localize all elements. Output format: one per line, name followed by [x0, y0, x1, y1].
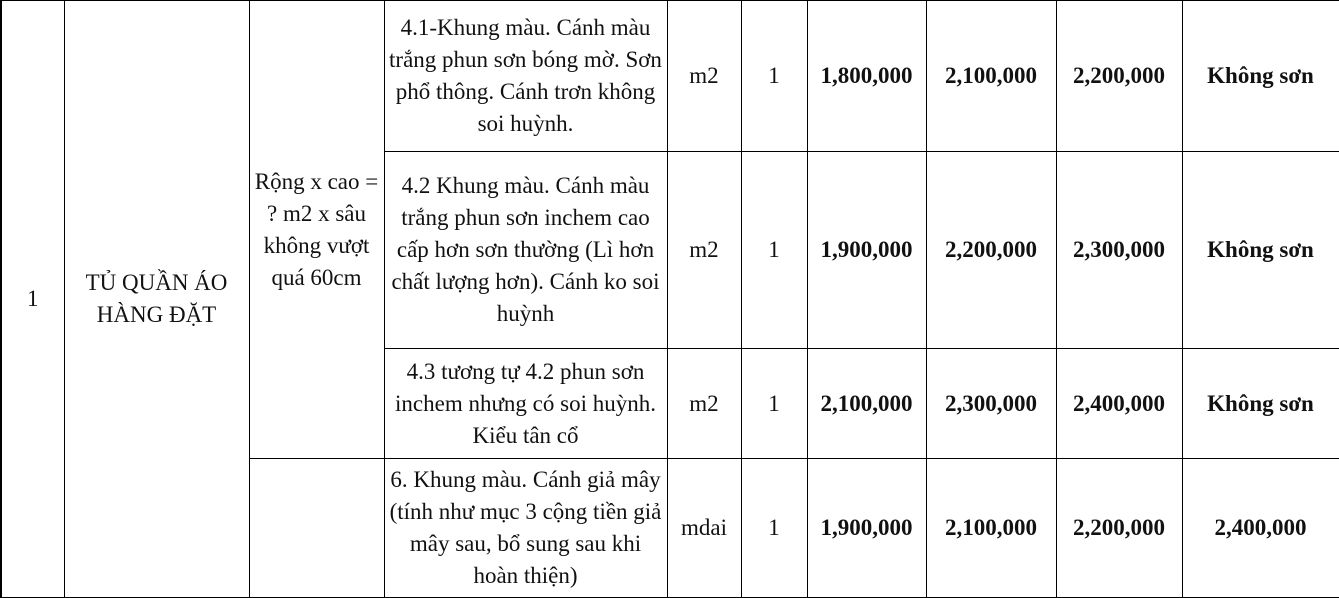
- description-cell: 4.1-Khung màu. Cánh màu trắng phun sơn bóng mờ. Sơn phổ thông. Cánh trơn không soi huỳnh.: [384, 1, 667, 152]
- qty-cell: 1: [741, 459, 807, 598]
- size-note-empty-cell: [249, 459, 384, 598]
- unit-cell: m2: [667, 349, 741, 459]
- price2-cell: 2,200,000: [926, 152, 1056, 349]
- unit-cell: m2: [667, 152, 741, 349]
- price1-cell: 1,900,000: [807, 152, 926, 349]
- unit-cell: mdai: [667, 459, 741, 598]
- size-note-cell: Rộng x cao = ? m2 x sâu không vượt quá 60cm: [249, 1, 384, 459]
- price3-cell: 2,300,000: [1056, 152, 1182, 349]
- stt-cell: 1: [1, 1, 64, 598]
- price2-cell: 2,300,000: [926, 349, 1056, 459]
- table-row: [1, 1, 1339, 152]
- price4-cell: 2,400,000: [1182, 459, 1339, 598]
- price4-cell: Không sơn: [1182, 349, 1339, 459]
- qty-cell: 1: [741, 349, 807, 459]
- price4-cell: Không sơn: [1182, 1, 1339, 152]
- description-cell: 6. Khung màu. Cánh giả mây (tính như mục 3 cộng tiền giả mây sau, bổ sung sau khi hoàn thiện): [384, 459, 667, 598]
- qty-cell: 1: [741, 152, 807, 349]
- price3-cell: 2,200,000: [1056, 459, 1182, 598]
- product-name-cell: TỦ QUẦN ÁO HÀNG ĐẶT: [64, 1, 249, 598]
- price2-cell: 2,100,000: [926, 459, 1056, 598]
- description-cell: 4.2 Khung màu. Cánh màu trắng phun sơn inchem cao cấp hơn sơn thường (Lì hơn chất lượng hơn). Cánh ko soi huỳnh: [384, 152, 667, 349]
- price2-cell: 2,100,000: [926, 1, 1056, 152]
- qty-cell: 1: [741, 1, 807, 152]
- price1-cell: 1,800,000: [807, 1, 926, 152]
- price4-cell: Không sơn: [1182, 152, 1339, 349]
- price1-cell: 1,900,000: [807, 459, 926, 598]
- price1-cell: 2,100,000: [807, 349, 926, 459]
- price3-cell: 2,200,000: [1056, 1, 1182, 152]
- price3-cell: 2,400,000: [1056, 349, 1182, 459]
- description-cell: 4.3 tương tự 4.2 phun sơn inchem nhưng có soi huỳnh. Kiểu tân cổ: [384, 349, 667, 459]
- unit-cell: m2: [667, 1, 741, 152]
